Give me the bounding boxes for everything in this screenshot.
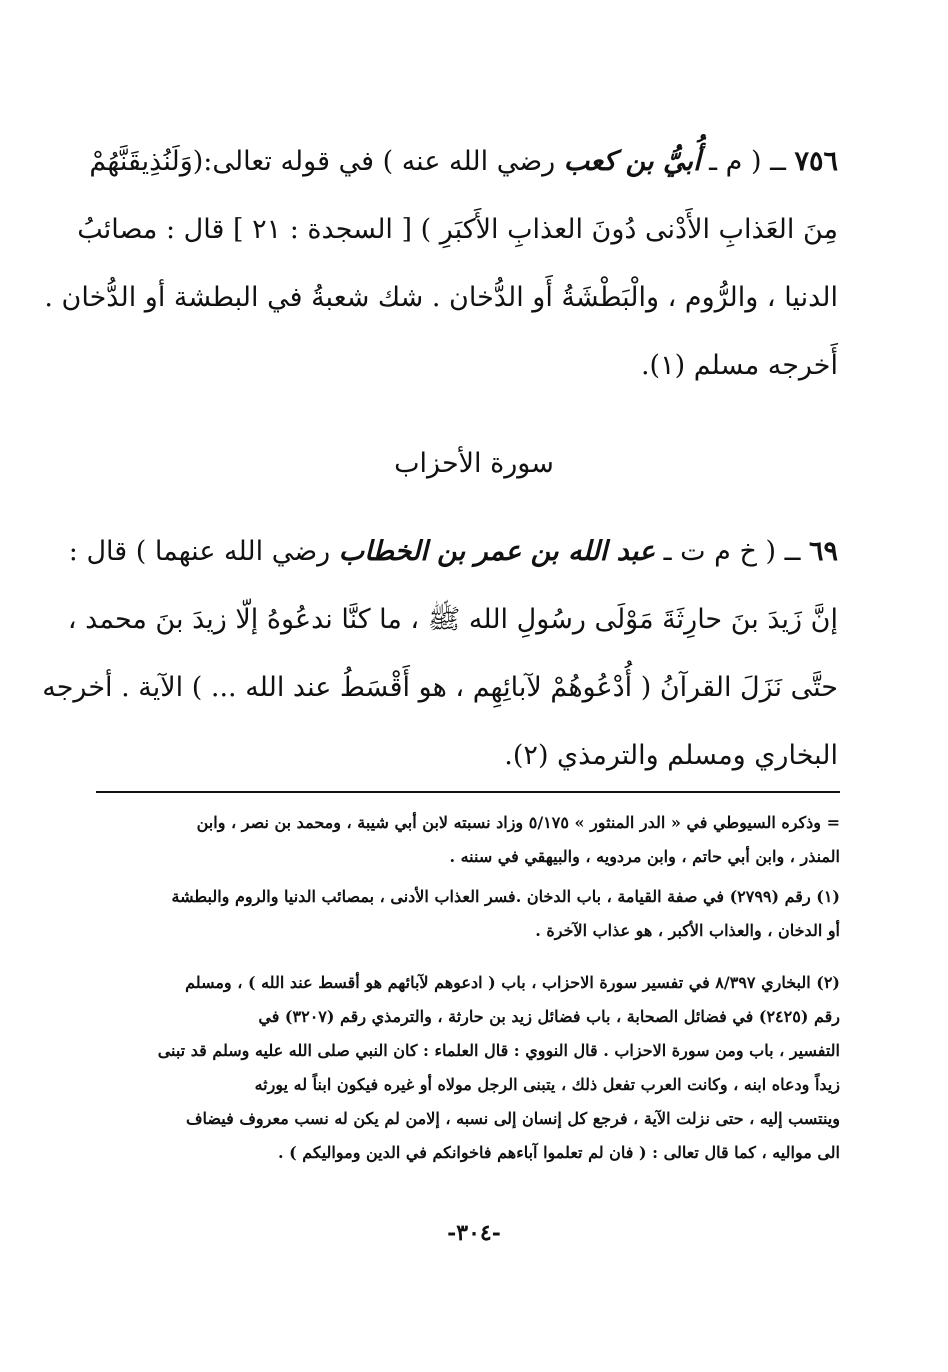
narrator-name: عبد الله بن عمر بن الخطاب — [338, 536, 656, 567]
hadith-line: مِنَ العَذابِ الأَدْنى دُونَ العذابِ الأَكبَرِ ) [ السجدة : ٢١ ] قال : مصائبُ — [77, 214, 838, 245]
footnote-line: = وذكره السيوطي في « الدر المنثور » ٥/١٧٥ وزاد نسبته لابن أبي شيبة ، ومحمد بن نصر ، وابن — [196, 813, 840, 832]
footnote-line: الى مواليه ، كما قال تعالى : ( فان لم تعلموا آباءهم فاخوانكم في الدين ومواليكم ) . — [277, 1143, 840, 1162]
footnote-line: التفسير ، باب ومن سورة الاحزاب . قال النووي : قال العلماء : كان النبي صلى الله عليه وسلم قد تبنى — [157, 1041, 840, 1060]
footnote-line: (١) رقم (٢٧٩٩) في صفة القيامة ، باب الدخان .فسر العذاب الأدنى ، بمصائب الدنيا والروم والبطشة — [171, 887, 840, 906]
hadith-number: ٦٩ — [808, 536, 838, 567]
hadith-line: حتَّى نَزَلَ القرآنُ ( أُدْعُوهُمْ لآبائِهِم ، هو أَقْسَطُ عند الله ... ) الآية . أخرجه — [42, 672, 838, 703]
sura-heading: سورة الأحزاب — [394, 448, 554, 479]
hadith-text: رضي الله عنهما ) قال : — [68, 536, 339, 567]
hadith-69 — [42, 518, 838, 790]
footnote-2 — [100, 966, 840, 1170]
narrator-name: أُبيُّ بن كعب — [563, 146, 701, 177]
hadith-line — [68, 518, 838, 586]
source-codes: ــ ( م ـ — [700, 146, 795, 177]
hadith-line: الدنيا ، والرُّوم ، والْبَطْشَةُ أَو الدُّخان . شك شعبةُ في البطشة أو الدُّخان . — [44, 282, 838, 313]
footnote-1 — [100, 880, 840, 948]
hadith-line: إنَّ زَيدَ بنَ حارِثَةَ مَوْلَى رسُولِ الله ﷺ ، ما كنَّا ندعُوهُ إلّا زيدَ بنَ محمد ، — [67, 604, 838, 635]
hadith-756 — [44, 128, 838, 400]
footnote-continuation — [100, 806, 840, 874]
footnote-line: وينتسب إليه ، حتى نزلت الآية ، فرجع كل إنسان إلى نسبه ، إلامن لم يكن له نسب معروف فيضاف — [185, 1109, 840, 1128]
hadith-number: ٧٥٦ — [794, 146, 838, 177]
footnote-line: المنذر ، وابن أبي حاتم ، وابن مردويه ، والبيهقي في سننه . — [449, 847, 840, 866]
hadith-line: البخاري ومسلم والترمذي (٢). — [504, 740, 838, 771]
page-number: -٣٠٤- — [447, 1220, 501, 1246]
footnote-line: رقم (٢٤٢٥) في فضائل الصحابة ، باب فضائل زيد بن حارثة ، والترمذي رقم (٣٢٠٧) في — [258, 1007, 840, 1026]
hadith-line — [89, 128, 838, 196]
hadith-text: رضي الله عنه ) في قوله تعالى:(وَلَنُذِيقَنَّهُمْ — [89, 146, 564, 177]
footnote-line: أو الدخان ، والعذاب الأكبر ، هو عذاب الآخرة . — [535, 921, 840, 940]
footnote-line: (٢) البخاري ٨/٣٩٧ في تفسير سورة الاحزاب ، باب ( ادعوهم لآبائهم هو أقسط عند الله ) ، ومسلم — [185, 973, 840, 992]
source-codes: ــ ( خ م ت ـ — [655, 536, 809, 567]
footnote-separator — [96, 791, 840, 793]
hadith-line: أَخرجه مسلم (١). — [640, 350, 838, 381]
footnote-line: زيداً ودعاه ابنه ، وكانت العرب تفعل ذلك ، يتبنى الرجل مولاه أو غيره فيكون ابناً له يورثه — [254, 1075, 840, 1094]
